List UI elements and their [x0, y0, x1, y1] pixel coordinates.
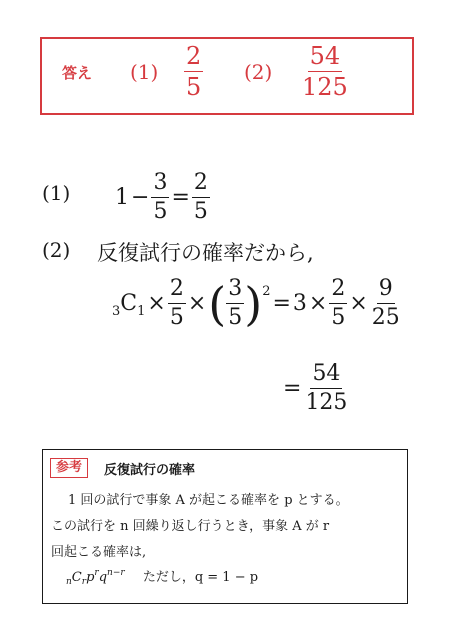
- numerator: 2: [192, 172, 210, 198]
- denominator: 5: [331, 305, 346, 330]
- formula-c: C: [71, 570, 82, 585]
- solution-2-label: (2): [42, 238, 71, 262]
- solution-1-fraction-a: [151, 172, 169, 223]
- answer-label: 答え: [62, 64, 93, 82]
- answer-2-numerator: 54: [309, 42, 341, 70]
- reference-line-2: この試行を n 回繰り返し行うとき，事象 A が r: [51, 519, 330, 534]
- times-sign: ×: [308, 291, 328, 316]
- combination-pre-subscript: 3: [112, 304, 121, 319]
- reference-formula: [66, 566, 258, 585]
- minus-sign: −: [131, 185, 150, 210]
- answer-2-fraction: [300, 44, 350, 99]
- solution-2-expression: [112, 278, 402, 329]
- equals-sign: =: [171, 185, 190, 210]
- numerator: 9: [377, 278, 395, 304]
- formula-n: n: [66, 577, 72, 587]
- denominator: 25: [371, 305, 400, 330]
- solution-1-one: 1: [115, 185, 129, 210]
- solution-1-label: (1): [42, 181, 71, 205]
- reference-line-1: 1 回の試行で事象 A が起こる確率を p とする。: [68, 493, 349, 508]
- formula-r: r: [81, 577, 87, 587]
- formula-p-exponent: r: [94, 568, 99, 578]
- equals-sign: =: [272, 291, 291, 316]
- equals-sign: =: [283, 376, 302, 401]
- answer-2-label: (2): [244, 60, 273, 84]
- left-paren: (: [208, 276, 227, 331]
- denominator: 125: [305, 390, 348, 415]
- denominator: 5: [153, 199, 168, 224]
- denominator: 5: [193, 199, 208, 224]
- reference-title: 反復試行の確率: [104, 463, 196, 478]
- reference-tag: 参考: [50, 458, 88, 478]
- answer-1-denominator: 5: [186, 73, 202, 101]
- numerator: 2: [329, 278, 347, 304]
- formula-q-exponent: n−r: [107, 568, 125, 578]
- formula-p: p: [86, 570, 95, 585]
- times-sign: ×: [349, 291, 368, 316]
- reference-line-3: 回起こる確率は,: [51, 545, 147, 560]
- solution-2-result: [281, 363, 349, 414]
- fraction-two-fifths: [168, 278, 186, 329]
- solution-1-expression: [115, 172, 210, 223]
- answer-1-label: (1): [130, 60, 159, 84]
- answer-1-numerator: 2: [186, 42, 202, 70]
- denominator: 5: [228, 305, 243, 330]
- denominator: 5: [169, 305, 184, 330]
- result-fraction: [303, 363, 349, 414]
- formula-q: q: [98, 570, 108, 585]
- fraction-nine-25ths: [370, 278, 402, 329]
- answer-1-fraction: [184, 44, 203, 99]
- answer-box: [40, 37, 414, 115]
- numerator: 2: [168, 278, 186, 304]
- coefficient: 3: [292, 291, 307, 316]
- times-sign: ×: [187, 291, 207, 316]
- exponent: 2: [262, 284, 271, 299]
- times-sign: ×: [147, 291, 166, 316]
- answer-2-denominator: 125: [302, 73, 348, 101]
- numerator: 54: [310, 363, 342, 389]
- combination-post-subscript: 1: [137, 304, 146, 319]
- solution-2-text: 反復試行の確率だから,: [97, 241, 314, 265]
- fraction-three-fifths: [226, 278, 244, 329]
- combination-symbol: C: [120, 291, 138, 316]
- fraction-two-fifths-b: [329, 278, 347, 329]
- numerator: 3: [226, 278, 244, 304]
- solution-1-fraction-b: [192, 172, 210, 223]
- numerator: 3: [151, 172, 169, 198]
- formula-note: ただし，q = 1 − p: [142, 570, 259, 585]
- right-paren: ): [244, 276, 263, 331]
